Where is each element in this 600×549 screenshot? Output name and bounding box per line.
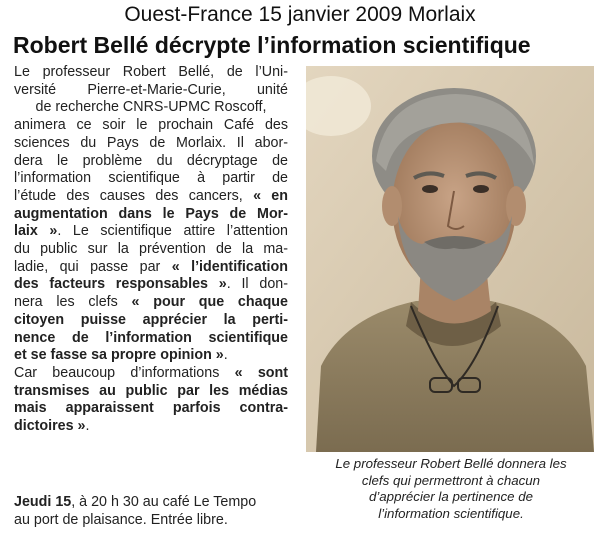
quote-text: « en — [253, 187, 288, 204]
portrait-illustration — [306, 66, 594, 452]
body-text: . Le scientifique attire l’attention — [57, 223, 288, 240]
body-line: versité Pierre-et-Marie-Curie, unité — [14, 81, 288, 98]
body-line — [14, 206, 288, 224]
quote-text: augmentation dans le Pays de Mor- — [14, 205, 288, 222]
body-text: nera les clefs — [14, 294, 132, 311]
quote-text: « sont — [234, 364, 288, 381]
body-line — [14, 400, 288, 418]
body-text: ladie, qui passe par — [14, 258, 172, 275]
quote-text: « pour que chaque — [131, 294, 288, 311]
body-line — [14, 418, 288, 436]
body-line — [14, 294, 288, 312]
body-line — [14, 259, 288, 277]
body-line — [14, 276, 288, 294]
body-line — [14, 223, 288, 241]
quote-text: laix » — [14, 223, 58, 240]
caption-line: Le professeur Robert Bellé donnera les — [335, 456, 567, 471]
article-body — [14, 64, 288, 436]
body-line: du public sur la prévention de la ma- — [14, 241, 288, 258]
event-date: Jeudi 15 — [14, 494, 72, 510]
body-text: . — [223, 347, 228, 364]
body-line: dera le problème du décryptage de — [14, 152, 288, 169]
caption-line: l’information scientifique. — [378, 505, 524, 521]
quote-text: des facteurs responsables » — [14, 276, 227, 293]
body-line: sciences du Pays de Morlaix. Il abor- — [14, 134, 288, 151]
quote-text: citoyen puisse apprécier la perti- — [14, 311, 288, 328]
body-line — [14, 312, 288, 330]
article-headline: Robert Bellé décrypte l’information scientifique — [13, 32, 531, 58]
body-line: Le professeur Robert Bellé, de l’Uni- — [14, 64, 288, 80]
event-line: au port de plaisance. Entrée libre. — [14, 512, 228, 528]
body-line: l’information scientifique à partir de — [14, 170, 288, 187]
body-text: l’étude des causes des cancers, — [14, 187, 254, 204]
body-text: . — [85, 418, 90, 435]
caption-line: d’apprécier la pertinence de — [368, 489, 534, 504]
event-line — [14, 493, 288, 511]
caption-line: clefs qui permettront à chacun — [361, 472, 541, 488]
quote-text: transmises au public par les médias — [14, 382, 288, 399]
body-line — [14, 347, 288, 365]
quote-text: et se fasse sa propre opinion » — [14, 347, 224, 364]
quote-text: dictoires » — [14, 418, 86, 435]
body-line: de recherche CNRS-UPMC Roscoff, — [35, 99, 267, 116]
body-line — [14, 330, 288, 348]
quote-text: « l’identification — [171, 258, 289, 275]
body-line: animera ce soir le prochain Café des — [14, 117, 288, 134]
body-text: Car beaucoup d’informations — [14, 364, 235, 381]
body-line — [14, 365, 288, 383]
body-line — [14, 188, 288, 206]
body-line — [14, 383, 288, 401]
quote-text: nence de l’information scientifique — [14, 329, 288, 346]
quote-text: mais apparaissent parfois contra- — [14, 400, 288, 417]
newspaper-source-line: Ouest-France 15 janvier 2009 Morlaix — [124, 3, 476, 26]
body-text: . Il don- — [226, 276, 288, 293]
photo-caption — [306, 456, 596, 522]
event-info — [14, 493, 288, 529]
portrait-photo — [306, 66, 594, 452]
event-venue: , à 20 h 30 au café Le Tempo — [71, 494, 257, 510]
